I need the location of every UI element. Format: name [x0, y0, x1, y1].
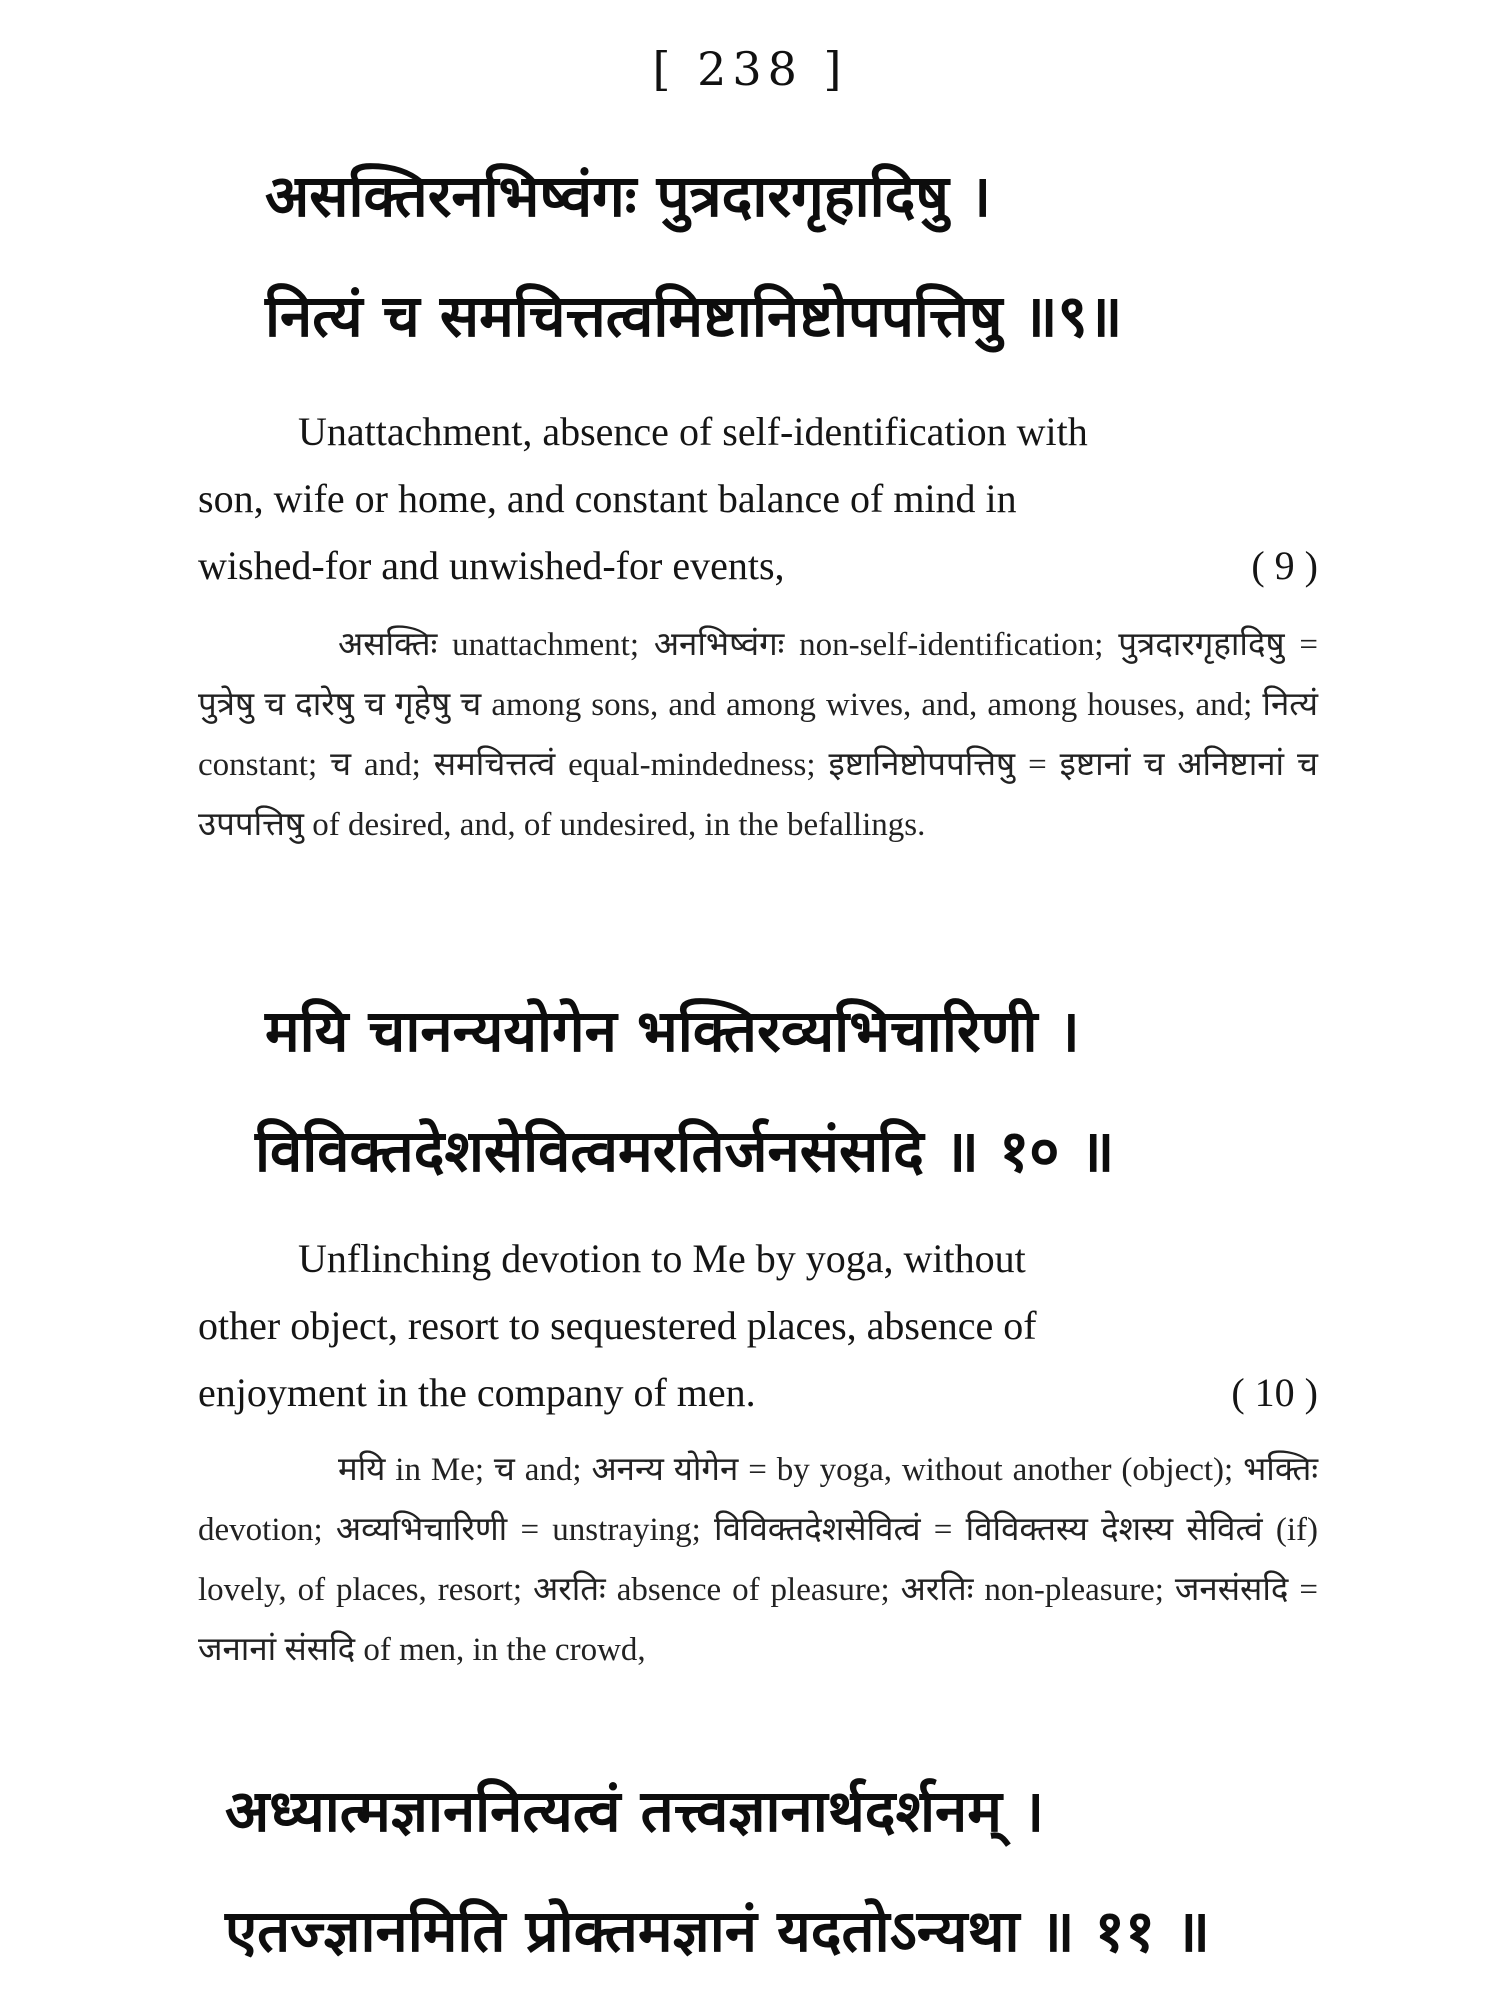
- verse-10-line-2: विविक्तदेशसेवित्वमरतिर्जनसंसदि ॥ १० ॥: [255, 1117, 1115, 1185]
- verse-9-line-2: नित्यं च समचित्तत्वमिष्टानिष्टोपपत्तिषु ॥९॥: [265, 282, 1123, 350]
- verse-10-translation: [198, 1225, 1318, 1426]
- verse-9-word-gloss: असक्तिः unattachment; अनभिष्वंगः non-self-identification; पुत्रदारगृहादिषु = पुत्रेषु च दारेषु च गृहेषु च among sons, and among wives, and, among houses, and; नित्यं constant; च and; समचित्तत्वं equal-mindedness; इष्टानिष्टोपपत्तिषु = इष्टानां च अनिष्टानां च उपपत्तिषु of desired, and, of undesired, in the befallings.: [198, 627, 1318, 843]
- verse-number: ( 10 ): [1231, 1370, 1318, 1415]
- verse-10-line-1: मयि चानन्ययोगेन भक्तिरव्यभिचारिणी ।: [265, 997, 1080, 1065]
- verse-9-line-1: असक्तिरनभिष्वंगः पुत्रदारगृहादिषु ।: [265, 162, 992, 230]
- translation-last-line: [198, 532, 1318, 599]
- translation-line: enjoyment in the company of men.: [198, 1370, 756, 1415]
- translation-line: Unattachment, absence of self-identification with: [298, 409, 1088, 454]
- verse-9-translation: [198, 398, 1318, 599]
- verse-10-word-gloss: मयि in Me; च and; अनन्य योगेन = by yoga, without another (object); भक्तिः devotion; अव्यभिचारिणी = unstraying; विविक्तदेशसेवित्वं = विविक्तस्य देशस्य सेवित्वं (if) lovely, of places, resort; अरतिः absence of pleasure; अरतिः non-pleasure; जनसंसदि = जनानां संसदि of men, in the crowd,: [198, 1452, 1318, 1668]
- translation-line: wished-for and unwished-for events,: [198, 543, 785, 588]
- verse-11-line-2: एतज्ज्ञानमिति प्रोक्तमज्ञानं यदतोऽन्यथा ॥ ११ ॥: [225, 1897, 1210, 1965]
- translation-line: Unflinching devotion to Me by yoga, without: [298, 1236, 1026, 1281]
- verse-number: ( 9 ): [1251, 543, 1318, 588]
- verse-11-line-1: अध्यात्मज्ञाननित्यत्वं तत्त्वज्ञानार्थदर्शनम् ।: [225, 1777, 1045, 1845]
- translation-last-line: [198, 1359, 1318, 1426]
- page-number: [ 238 ]: [652, 42, 848, 96]
- translation-line: son, wife or home, and constant balance of mind in: [198, 476, 1017, 521]
- translation-line: other object, resort to sequestered places, absence of: [198, 1303, 1037, 1348]
